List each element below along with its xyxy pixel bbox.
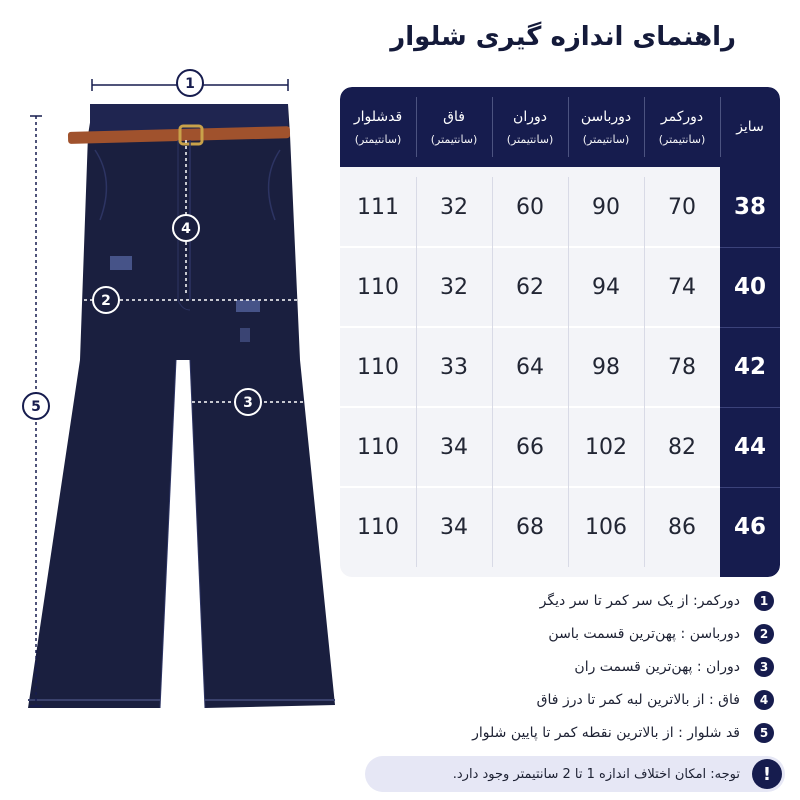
cell-thigh: 66	[516, 434, 544, 460]
cell-rise: 33	[440, 354, 468, 380]
cell-rise: 34	[440, 514, 468, 540]
legend-text: قد شلوار : از بالاترین نقطه کمر تا پایین شلوار	[472, 724, 740, 741]
header-thigh-unit: (سانتیمتر)	[506, 132, 554, 146]
legend-item	[354, 584, 774, 617]
number-badge: 1	[754, 591, 774, 611]
legend-item	[354, 683, 774, 716]
pants-illustration	[0, 60, 340, 760]
header-hip-unit: (سانتیمتر)	[582, 132, 630, 146]
number-badge: 4	[754, 690, 774, 710]
table-row	[340, 247, 780, 327]
cell-length: 110	[357, 514, 399, 540]
cell-hip: 102	[585, 434, 627, 460]
cell-size: 38	[733, 194, 766, 220]
legend-text: دوران : پهن‌ترین قسمت ران	[574, 658, 740, 675]
cell-hip: 94	[592, 274, 620, 300]
header-size-label: سایز	[736, 119, 764, 135]
table-row	[340, 407, 780, 487]
header-rise-unit: (سانتیمتر)	[430, 132, 478, 146]
cell-rise: 34	[440, 434, 468, 460]
note-banner	[365, 756, 785, 792]
legend-item	[354, 716, 774, 749]
cell-thigh: 62	[516, 274, 544, 300]
cell-waist: 82	[668, 434, 696, 460]
header-rise-label: فاق	[443, 108, 465, 125]
cell-waist: 78	[668, 354, 696, 380]
number-badge: 2	[754, 624, 774, 644]
cell-thigh: 64	[516, 354, 544, 380]
marker-3-label: 3	[243, 395, 253, 411]
header-waist	[644, 87, 720, 167]
measurement-legend	[354, 584, 774, 749]
header-hip	[568, 87, 644, 167]
cell-size: 42	[733, 354, 766, 380]
cell-waist: 86	[668, 514, 696, 540]
legend-text: دورکمر: از یک سر کمر تا سر دیگر	[539, 592, 740, 609]
cell-waist: 74	[668, 274, 696, 300]
cell-waist: 70	[668, 194, 696, 220]
header-waist-unit: (سانتیمتر)	[658, 132, 706, 146]
header-length-label: قدشلوار	[353, 108, 403, 125]
exclamation-icon: !	[752, 759, 782, 789]
header-thigh	[492, 87, 568, 167]
cell-size: 46	[733, 514, 766, 540]
marker-2-label: 2	[101, 293, 111, 309]
header-waist-label: دورکمر	[660, 108, 704, 125]
legend-text: دورباسن : پهن‌ترین قسمت باسن	[548, 625, 740, 642]
cell-length: 110	[357, 354, 399, 380]
cell-thigh: 60	[516, 194, 544, 220]
header-rise	[416, 87, 492, 167]
number-badge: 5	[754, 723, 774, 743]
cell-size: 40	[733, 274, 766, 300]
legend-item	[354, 650, 774, 683]
cell-length: 110	[357, 274, 399, 300]
table-header	[340, 87, 780, 167]
cell-hip: 90	[592, 194, 620, 220]
header-size	[720, 87, 780, 167]
marker-4-label: 4	[181, 221, 191, 237]
cell-length: 111	[357, 194, 399, 220]
number-badge: 3	[754, 657, 774, 677]
table-row	[340, 487, 780, 567]
cell-hip: 98	[592, 354, 620, 380]
cell-thigh: 68	[516, 514, 544, 540]
legend-text: فاق : از بالاترین لبه کمر تا درز فاق	[536, 691, 740, 708]
table-row	[340, 327, 780, 407]
cell-rise: 32	[440, 274, 468, 300]
header-hip-label: دورباسن	[580, 108, 632, 125]
page-title: راهنمای اندازه گیری شلوار	[390, 22, 736, 52]
cell-rise: 32	[440, 194, 468, 220]
cell-length: 110	[357, 434, 399, 460]
cell-size: 44	[733, 434, 766, 460]
table-row	[340, 167, 780, 247]
cell-hip: 106	[585, 514, 627, 540]
marker-5-label: 5	[31, 399, 41, 415]
legend-item	[354, 617, 774, 650]
size-table	[340, 87, 780, 577]
note-text: توجه: امکان اختلاف اندازه 1 تا 2 سانتیمتر وجود دارد.	[452, 766, 740, 782]
pants-shape	[28, 104, 335, 708]
header-thigh-label: دوران	[513, 108, 547, 125]
header-length	[340, 87, 416, 167]
header-length-unit: (سانتیمتر)	[354, 132, 402, 146]
marker-1-label: 1	[185, 76, 195, 92]
